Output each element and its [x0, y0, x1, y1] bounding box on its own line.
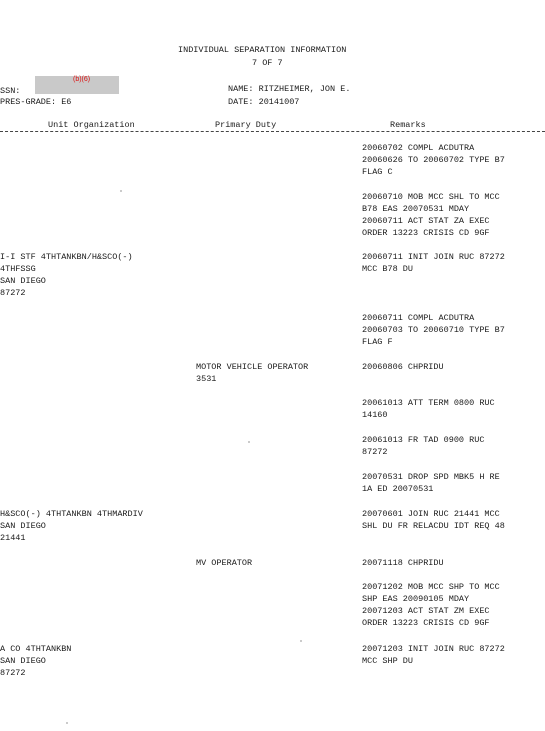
report-date: DATE: 20141007: [228, 97, 300, 107]
duty-entry: MOTOR VEHICLE OPERATOR 3531: [196, 362, 309, 384]
remarks-entry: 20060711 INIT JOIN RUC 87272 MCC B78 DU: [362, 252, 505, 274]
remarks-entry: 20071203 INIT JOIN RUC 87272 MCC SHP DU: [362, 644, 505, 666]
column-header-duty: Primary Duty: [215, 120, 277, 130]
document-title: INDIVIDUAL SEPARATION INFORMATION: [178, 45, 347, 55]
scan-speck: [300, 640, 302, 642]
remarks-entry: 20060806 CHPRIDU: [362, 362, 444, 372]
page-number: 7 OF 7: [252, 58, 283, 68]
ssn-label: SSN:: [0, 86, 21, 96]
column-header-remarks: Remarks: [390, 120, 426, 130]
scan-speck: [248, 441, 250, 443]
scan-speck: [66, 722, 68, 724]
header-divider: [0, 131, 545, 132]
remarks-entry: 20060702 COMPL ACDUTRA 20060626 TO 20060702 TYPE B7 FLAG C: [362, 143, 505, 177]
redaction-code: (b)(6): [73, 76, 91, 83]
duty-entry: MV OPERATOR: [196, 558, 253, 568]
remarks-entry: 20070601 JOIN RUC 21441 MCC SHL DU FR RELACDU IDT REQ 48: [362, 509, 505, 531]
unit-entry: A CO 4THTANKBN SAN DIEGO 87272: [0, 644, 72, 678]
scan-speck: [120, 190, 122, 192]
pres-grade: PRES-GRADE: E6: [0, 97, 72, 107]
member-name: NAME: RITZHEIMER, JON E.: [228, 84, 351, 94]
remarks-entry: 20071118 CHPRIDU: [362, 558, 444, 568]
remarks-entry: 20061013 FR TAD 0900 RUC 87272: [362, 435, 485, 457]
remarks-entry: 20070531 DROP SPD MBK5 H RE 1A ED 20070531: [362, 472, 500, 494]
remarks-entry: 20061013 ATT TERM 0800 RUC 14160: [362, 398, 495, 420]
remarks-entry: 20071202 MOB MCC SHP TO MCC SHP EAS 20090105 MDAY 20071203 ACT STAT ZM EXEC ORDER 13223 CRISIS CD 9GF: [362, 582, 500, 628]
column-header-unit: Unit Organization: [48, 120, 135, 130]
remarks-entry: 20060711 COMPL ACDUTRA 20060703 TO 20060710 TYPE B7 FLAG F: [362, 313, 505, 347]
unit-entry: I-I STF 4THTANKBN/H&SCO(-) 4THFSSG SAN DIEGO 87272: [0, 252, 133, 298]
unit-entry: H&SCO(-) 4THTANKBN 4THMARDIV SAN DIEGO 21441: [0, 509, 143, 543]
remarks-entry: 20060710 MOB MCC SHL TO MCC B78 EAS 20070531 MDAY 20060711 ACT STAT ZA EXEC ORDER 13223 CRISIS CD 9GF: [362, 192, 500, 238]
